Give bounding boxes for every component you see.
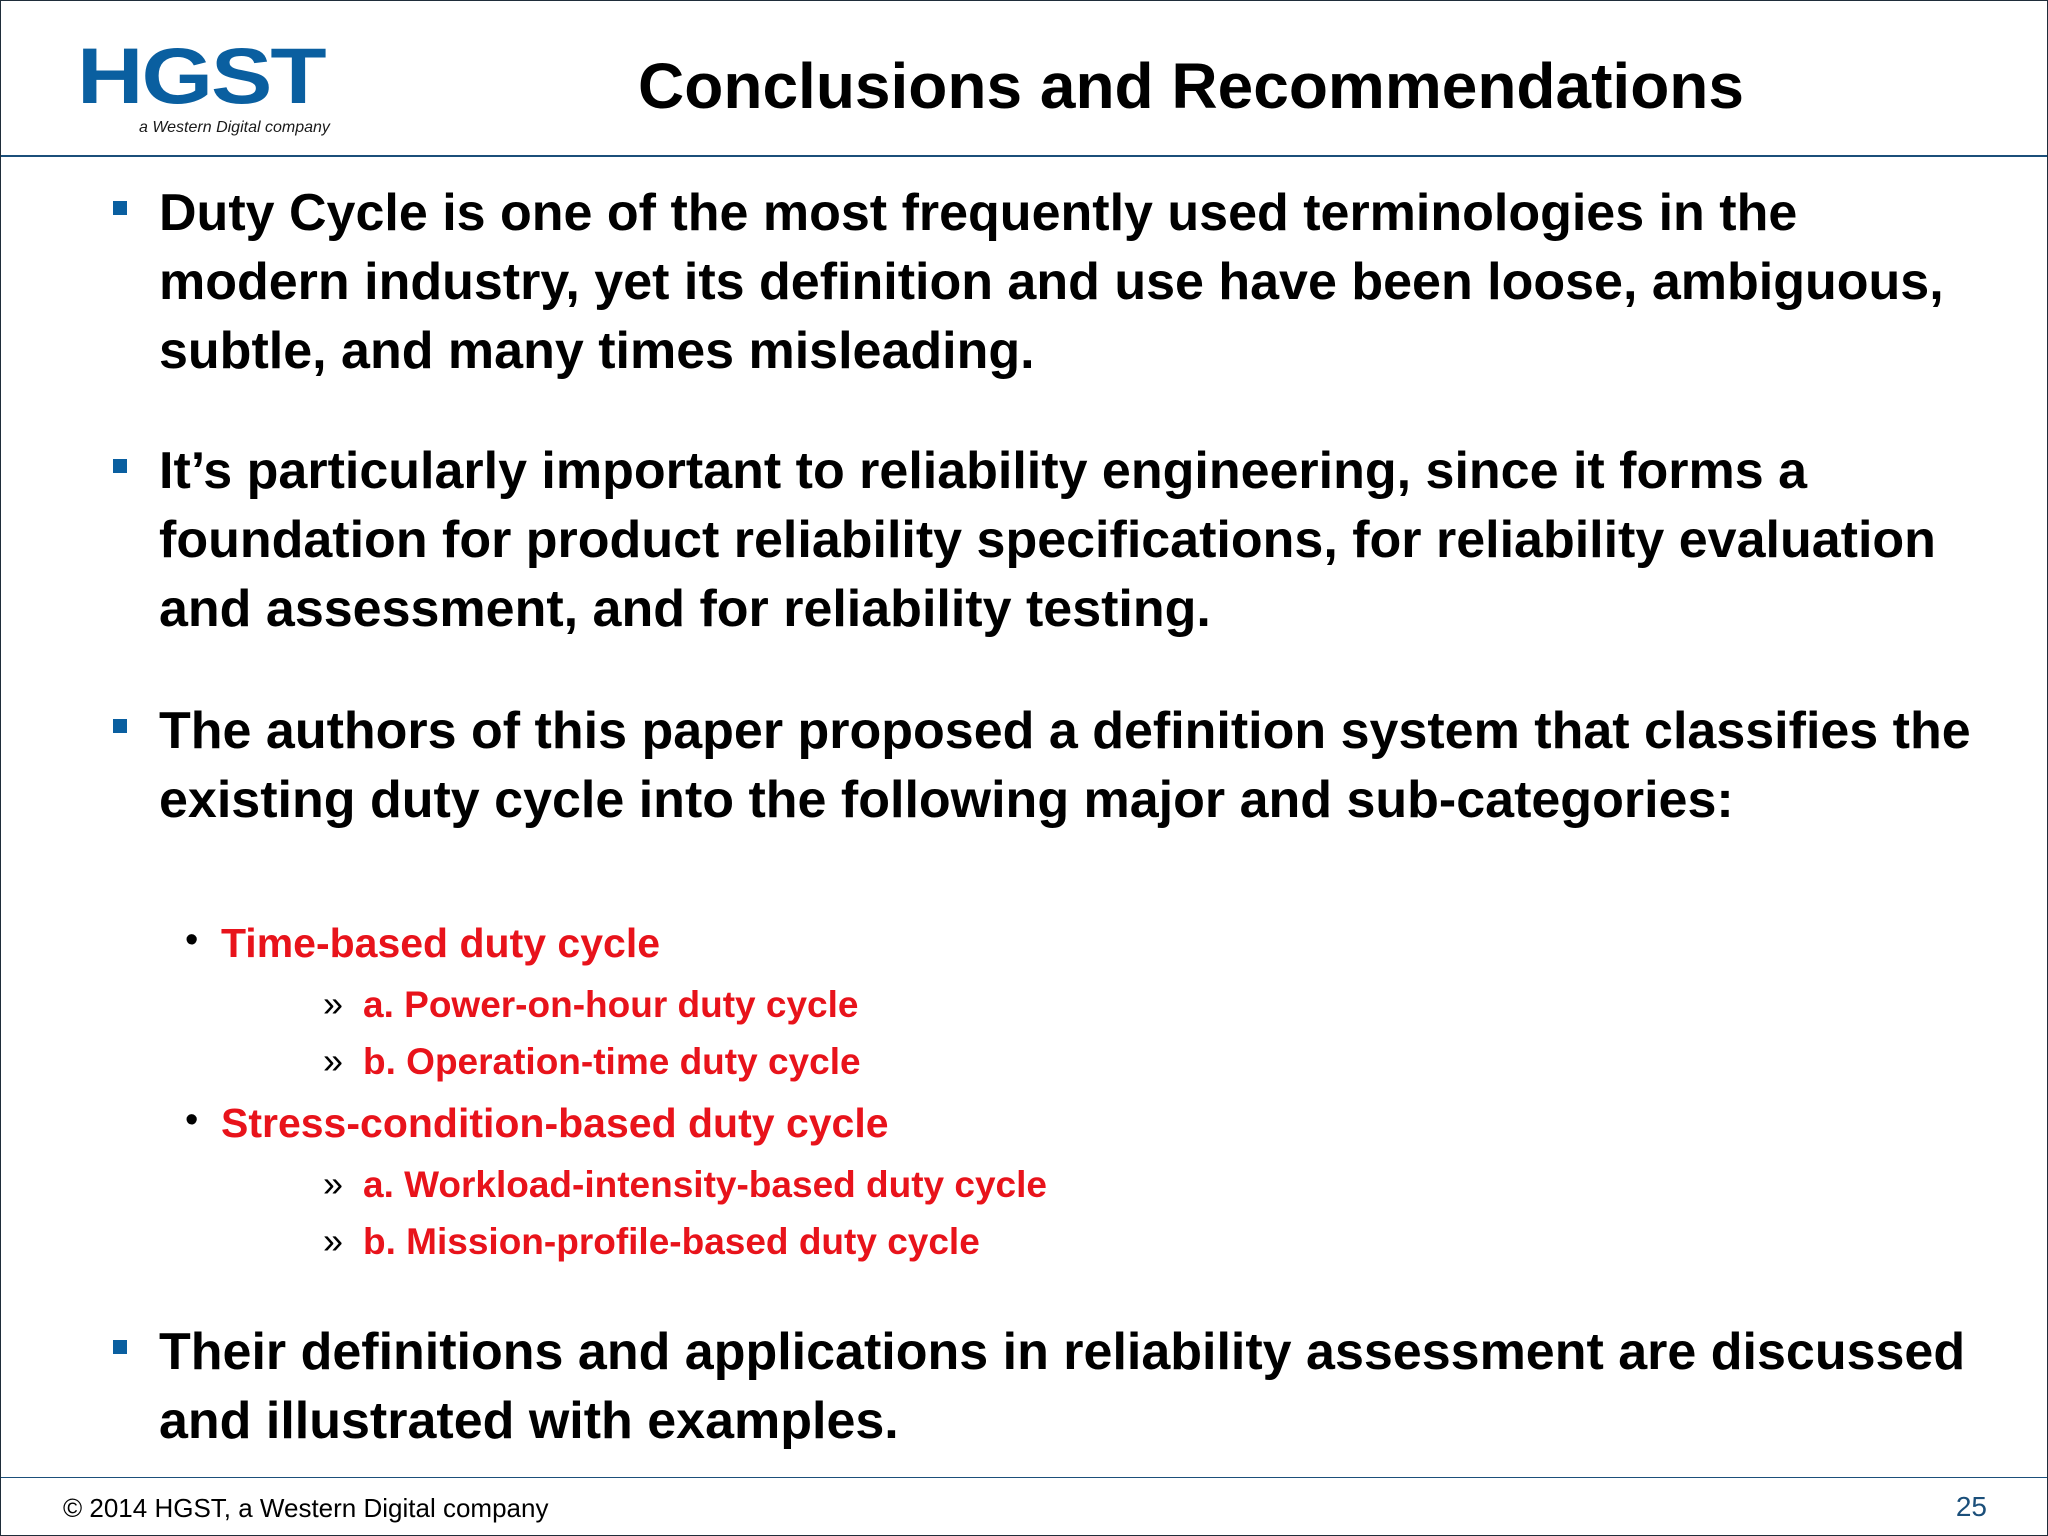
sub-sub-item-power-on-hour: a. Power-on-hour duty cycle	[363, 984, 859, 1025]
copyright-notice: © 2014 HGST, a Western Digital company	[63, 1493, 549, 1523]
footer-divider	[1, 1477, 2047, 1478]
page-number: 25	[1955, 1491, 1987, 1522]
square-bullet-icon	[113, 201, 127, 215]
logo-wordmark: HGST	[77, 32, 325, 121]
chevron-icon: »	[323, 1163, 344, 1204]
sub-sub-item-operation-time: b. Operation-time duty cycle	[363, 1041, 861, 1082]
sub-item-time-based: Time-based duty cycle	[221, 920, 661, 966]
square-bullet-icon	[113, 459, 127, 473]
bullet-text: Duty Cycle is one of the most frequently used terminologies in the modern industry, yet its definition and use have been loose, ambiguous, subtle, and many times misleading.	[159, 184, 1944, 380]
bullet-text: The authors of this paper proposed a definition system that classifies the existing duty cycle into the following major and sub-categories:	[159, 702, 1971, 829]
logo-tagline	[139, 119, 330, 137]
page-title: Conclusions and Recommendations	[638, 50, 1744, 122]
square-bullet-icon	[113, 719, 127, 733]
sub-item-stress-condition: Stress-condition-based duty cycle	[221, 1100, 889, 1146]
square-bullet-icon	[113, 1340, 127, 1354]
sub-bullet-dot: •	[185, 919, 199, 961]
chevron-icon: »	[323, 983, 344, 1024]
header-divider	[1, 155, 2047, 157]
sub-sub-item-mission-profile: b. Mission-profile-based duty cycle	[363, 1221, 980, 1262]
sub-sub-item-workload-intensity: a. Workload-intensity-based duty cycle	[363, 1164, 1047, 1205]
sub-bullet-dot: •	[185, 1099, 199, 1141]
chevron-icon: »	[323, 1040, 344, 1081]
bullet-text: It’s particularly important to reliability engineering, since it forms a foundation for product reliability specifications, for reliability evaluation and assessment, and for reliability testing.	[159, 442, 1936, 638]
bullet-text: Their definitions and applications in reliability assessment are discussed and illustrated with examples.	[159, 1323, 1966, 1450]
chevron-icon: »	[323, 1220, 344, 1261]
logo-tagline-text: a Western Digital company	[139, 119, 330, 136]
hgst-logo	[77, 32, 353, 143]
